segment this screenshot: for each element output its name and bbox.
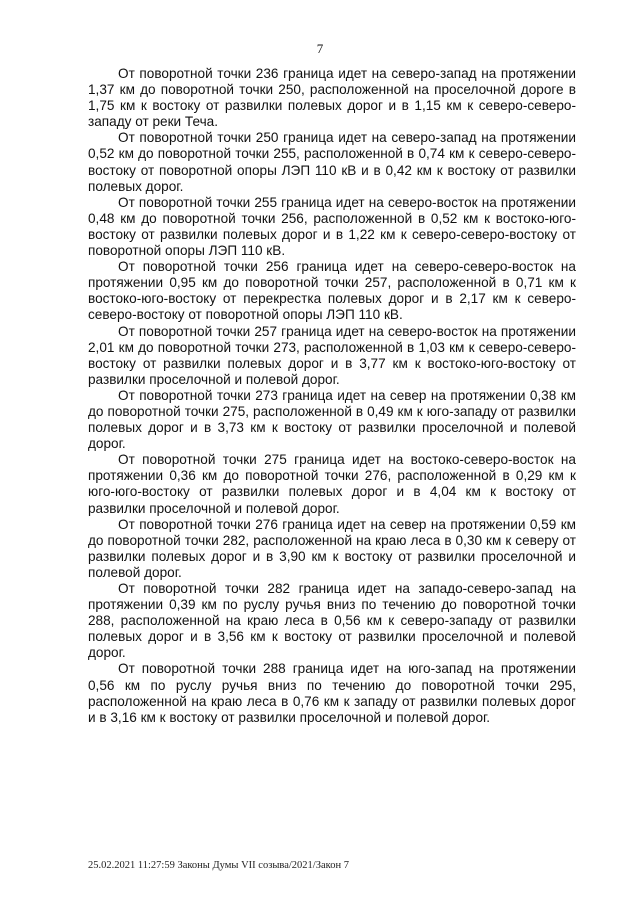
document-body bbox=[88, 66, 576, 726]
paragraph: От поворотной точки 273 граница идет на север на протяжении 0,38 км до поворотной точки 275, расположенной в 0,49 км к юго-западу от развилки полевых дорог и в 3,73 км к востоку от развилки проселочной и полевой дорог. bbox=[88, 387, 576, 452]
paragraph: От поворотной точки 275 граница идет на востоко-северо-восток на протяжении 0,36 км до поворотной точки 276, расположенной в 0,29 км к юго-юго-востоку от развилки полевых дорог и в 4,04 км к востоку от развилки проселочной и полевой дорог. bbox=[88, 452, 576, 516]
paragraph: От поворотной точки 288 граница идет на юго-запад на протяжении 0,56 км по руслу ручья вниз по течению до поворотной точки 295, расположенной на краю леса в 0,76 км к западу от развилки полевых дорог и в 3,16 км к востоку от развилки проселочной и полевой дорог. bbox=[88, 661, 576, 725]
paragraph: От поворотной точки 256 граница идет на северо-северо-восток на протяжении 0,95 км до поворотной точки 257, расположенной в 0,71 км к востоко-юго-востоку от перекрестка полевых дорог и в 2,17 км к северо-северо-востоку от поворотной опоры ЛЭП 110 кВ. bbox=[88, 259, 576, 323]
paragraph: От поворотной точки 255 граница идет на северо-восток на протяжении 0,48 км до поворотной точки 256, расположенной в 0,52 км к востоко-юго-востоку от развилки полевых дорог и в 1,22 км к северо-северо-востоку от поворотной опоры ЛЭП 110 кВ. bbox=[88, 194, 576, 259]
document-footer: 25.02.2021 11:27:59 Законы Думы VII созыва/2021/Закон 7 bbox=[88, 860, 349, 871]
paragraph: От поворотной точки 236 граница идет на северо-запад на протяжении 1,37 км до поворотной точки 250, расположенной на проселочной дороге в 1,75 км к востоку от развилки полевых дорог и в 1,15 км к северо-северо-западу от реки Теча. bbox=[88, 66, 576, 130]
paragraph: От поворотной точки 282 граница идет на западо-северо-запад на протяжении 0,39 км по руслу ручья вниз по течению до поворотной точки 288, расположенной на краю леса в 0,56 км к северо-западу от развилки полевых дорог и в 3,56 км к востоку от развилки проселочной и полевой дорог. bbox=[88, 581, 576, 661]
paragraph: От поворотной точки 276 граница идет на север на протяжении 0,59 км до поворотной точки 282, расположенной на краю леса в 0,30 км к северу от развилки полевых дорог и в 3,90 км к востоку от развилки проселочной и полевой дорог. bbox=[88, 516, 576, 580]
paragraph: От поворотной точки 257 граница идет на северо-восток на протяжении 2,01 км до поворотной точки 273, расположенной в 1,03 км к северо-северо-востоку от развилки полевых дорог и в 3,77 км к востоко-юго-востоку от развилки проселочной и полевой дорог. bbox=[88, 323, 576, 387]
paragraph: От поворотной точки 250 граница идет на северо-запад на протяжении 0,52 км до поворотной точки 255, расположенной в 0,74 км к северо-северо-востоку от поворотной опоры ЛЭП 110 кВ и в 0,42 км к востоку от развилки полевых дорог. bbox=[88, 130, 576, 194]
page-number: 7 bbox=[316, 41, 324, 56]
